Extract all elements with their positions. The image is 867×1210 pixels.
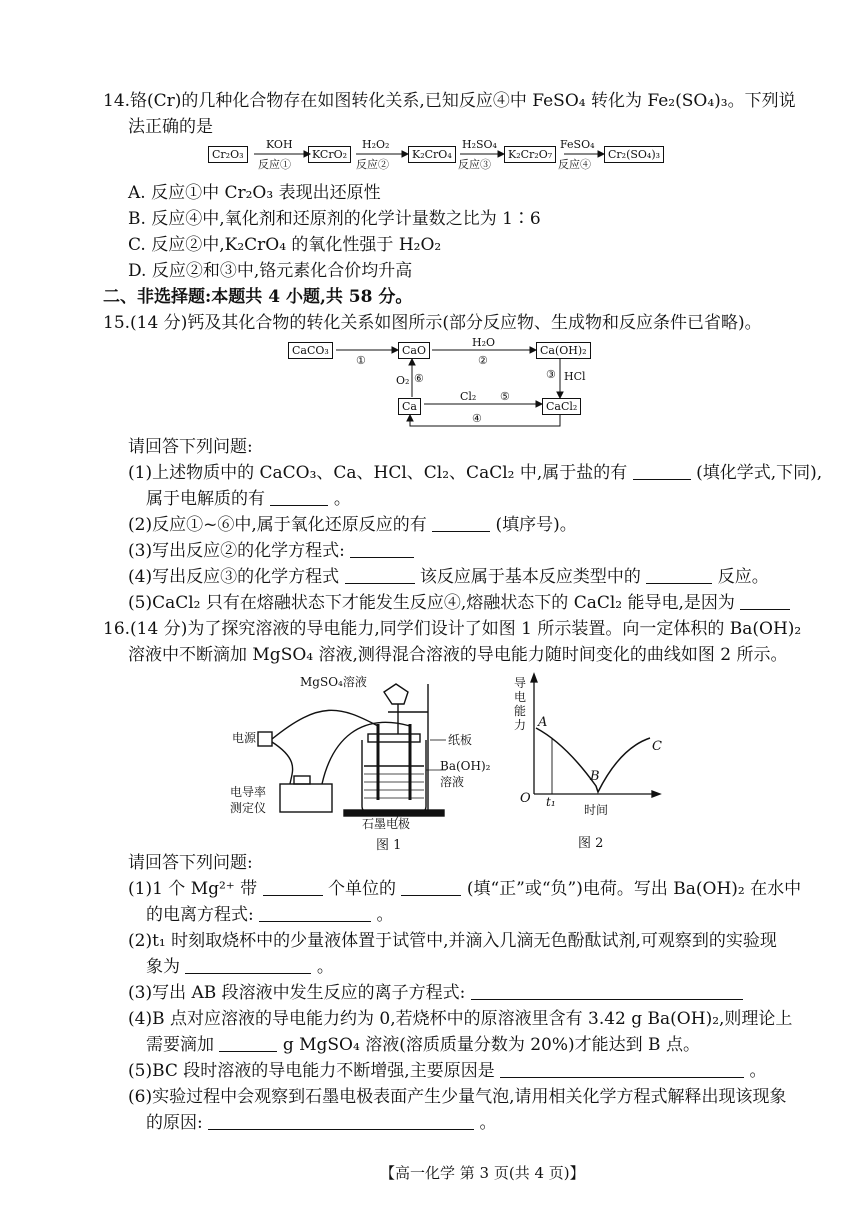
q16-q5: [128, 1060, 767, 1082]
q16-q2-line1: (2)t₁ 时刻取烧杯中的少量液体置于试管中,并滴入几滴无色酚酞试剂,可观察到的实验现: [128, 931, 777, 951]
q16-q1-line2: [146, 904, 394, 926]
scheme-k2cro4: K₂CrO₄: [408, 146, 456, 163]
diagram-label-4: ④: [472, 412, 482, 425]
q15-q2-text-a: (2)反应①~⑥中,属于氧化还原反应的有: [128, 515, 427, 535]
q14-stem-line2: 法正确的是: [128, 117, 213, 137]
q16-q3-text: (3)写出 AB 段溶液中发生反应的离子方程式:: [128, 983, 466, 1003]
diagram-caoh2: Ca(OH)₂: [536, 342, 591, 359]
q16-q6-line2: [146, 1112, 497, 1134]
q15-prompt: 请回答下列问题:: [128, 437, 253, 457]
scheme-reagent-h2o2: H₂O₂: [362, 138, 390, 151]
q16-q4-text-b: 需要滴加: [146, 1035, 214, 1055]
diagram-label-1: ①: [356, 354, 366, 367]
q16-q1-text-c: (填“正”或“负”)电荷。写出 Ba(OH)₂ 在水中: [466, 879, 802, 899]
q15-q1-text-d: 。: [333, 489, 351, 509]
q15-q5-text: (5)CaCl₂ 只有在熔融状态下才能发生反应④,熔融状态下的 CaCl₂ 能导电,是因为: [128, 593, 735, 613]
scheme-reagent-feso4: FeSO₄: [560, 138, 595, 151]
q15-q1-text-a: (1)上述物质中的 CaCO₃、Ca、HCl、Cl₂、CaCl₂ 中,属于盐的有: [128, 463, 628, 483]
fig1-caption: 图 1: [376, 838, 402, 853]
q16-q3: [128, 982, 743, 1004]
q16-q4-line1: (4)B 点对应溶液的导电能力约为 0,若烧杯中的原溶液里含有 3.42 g Ba(OH)₂,则理论上: [128, 1009, 793, 1029]
scheme-reagent-h2so4: H₂SO₄: [462, 138, 497, 151]
scheme-cr2o3: Cr₂O₃: [208, 146, 248, 163]
scheme-cr2so43: Cr₂(SO₄)₃: [604, 146, 664, 163]
diagram-label-cl2: Cl₂: [460, 390, 477, 403]
q15-stem: 15.(14 分)钙及其化合物的转化关系如图所示(部分反应物、生成物和反应条件已省略)。: [103, 313, 762, 333]
q16-q5-text-a: (5)BC 段时溶液的导电能力不断增强,主要原因是: [128, 1061, 495, 1081]
scheme-reaction-3: 反应③: [458, 158, 491, 171]
q16-q5-answer-blank[interactable]: [500, 1061, 744, 1078]
diagram-label-hcl: HCl: [564, 370, 586, 383]
scheme-reagent-koh: KOH: [266, 138, 293, 151]
q16-stem-line1: 16.(14 分)为了探究溶液的导电能力,同学们设计了如图 1 所示装置。向一定体积的 Ba(OH)₂: [103, 619, 802, 639]
q16-q1-text-b: 个单位的: [328, 879, 396, 899]
q16-q1-equation-blank[interactable]: [259, 905, 371, 922]
q16-q1-text-d: 的电离方程式:: [146, 905, 254, 925]
fig1-label-baoh2: Ba(OH)₂: [440, 759, 491, 773]
page-footer: 【高一化学 第 3 页(共 4 页)】: [380, 1164, 585, 1182]
scheme-reaction-4: 反应④: [558, 158, 591, 171]
q16-q6-line1: (6)实验过程中会观察到石墨电极表面产生少量气泡,请用相关化学方程式解释出现该现象: [128, 1087, 787, 1107]
section-heading: 二、非选择题:本题共 4 小题,共 58 分。: [103, 287, 413, 307]
fig2-point-c: C: [652, 739, 662, 754]
fig1-label-electrode: 石墨电极: [362, 817, 411, 831]
q16-q6-text-c: 。: [479, 1113, 497, 1133]
fig2-point-b: B: [590, 769, 600, 784]
fig1-label-cardboard: 纸板: [448, 733, 473, 747]
q15-q1-text-b: (填化学式,下同),: [696, 463, 823, 483]
q16-q4-line2: [146, 1034, 700, 1056]
fig2-xlabel: 时间: [584, 803, 609, 817]
scheme-reaction-2: 反应②: [356, 158, 389, 171]
q16-q1-text-a: (1)1 个 Mg²⁺ 带: [128, 879, 258, 899]
scheme-k2cr2o7: K₂Cr₂O₇: [504, 146, 556, 163]
fig2-caption: 图 2: [578, 836, 604, 851]
q16-q6-answer-blank[interactable]: [208, 1113, 474, 1130]
q16-q1-charge-count-blank[interactable]: [263, 879, 323, 896]
fig2-ylabel: 导电能力: [514, 676, 527, 732]
fig1-label-mgso4: MgSO₄溶液: [300, 675, 367, 689]
q15-q1-text-c: 属于电解质的有: [146, 489, 265, 509]
diagram-label-2: ②: [478, 354, 488, 367]
q14-option-a: A. 反应①中 Cr₂O₃ 表现出还原性: [128, 183, 381, 203]
fig2-point-a: A: [538, 715, 548, 730]
q16-q1-sign-blank[interactable]: [401, 879, 461, 896]
diagram-ca: Ca: [398, 398, 421, 415]
q16-q2-answer-blank[interactable]: [185, 957, 311, 974]
q14-stem-line1: 14.铬(Cr)的几种化合物存在如图转化关系,已知反应④中 FeSO₄ 转化为 Fe₂(SO₄)₃。下列说: [103, 91, 796, 111]
diagram-cao: CaO: [398, 342, 430, 359]
diagram-label-3: ③: [546, 368, 556, 381]
fig1-label-power: 电源: [232, 731, 257, 745]
diagram-label-6: ⑥: [414, 372, 424, 385]
q16-q3-answer-blank[interactable]: [471, 983, 743, 1000]
q15-q4-text-a: (4)写出反应③的化学方程式: [128, 567, 340, 587]
q15-q3-text: (3)写出反应②的化学方程式:: [128, 541, 345, 561]
q14-option-b: B. 反应④中,氧化剂和还原剂的化学计量数之比为 1∶6: [128, 209, 541, 229]
q16-q4-text-c: g MgSO₄ 溶液(溶质质量分数为 20%)才能达到 B 点。: [282, 1035, 700, 1055]
q16-q2-text-c: 。: [316, 957, 334, 977]
q14-option-d: D. 反应②和③中,铬元素化合价均升高: [128, 261, 413, 281]
diagram-label-5: ⑤: [500, 390, 510, 403]
fig1-label-meter-1: 电导率: [230, 785, 267, 799]
q15-q2-text-b: (填序号)。: [495, 515, 577, 535]
q16-q4-answer-blank[interactable]: [219, 1035, 277, 1052]
q15-q4-text-c: 反应。: [717, 567, 769, 587]
fig1-label-solution: 溶液: [440, 775, 465, 789]
fig2-origin: O: [520, 791, 531, 806]
q16-q6-text-b: 的原因:: [146, 1113, 203, 1133]
diagram-caco3: CaCO₃: [288, 342, 333, 359]
q16-stem-line2: 溶液中不断滴加 MgSO₄ 溶液,测得混合溶液的导电能力随时间变化的曲线如图 2 所示。: [128, 645, 788, 665]
q16-q2-text-b: 象为: [146, 957, 180, 977]
q16-q1-line1: [128, 878, 801, 900]
diagram-label-o2: O₂: [396, 374, 410, 387]
diagram-cacl2: CaCl₂: [542, 398, 581, 415]
q15-q4-text-b: 该反应属于基本反应类型中的: [419, 567, 641, 587]
fig2-t1: t₁: [546, 795, 556, 809]
diagram-label-h2o: H₂O: [472, 336, 496, 349]
q16-q1-text-e: 。: [376, 905, 394, 925]
fig1-label-meter-2: 测定仪: [230, 801, 267, 815]
scheme-kcro2: KCrO₂: [308, 146, 351, 163]
q16-prompt: 请回答下列问题:: [128, 853, 253, 873]
q16-q2-line2: [146, 956, 334, 978]
q14-option-c: C. 反应②中,K₂CrO₄ 的氧化性强于 H₂O₂: [128, 235, 442, 255]
q16-q5-text-b: 。: [749, 1061, 767, 1081]
scheme-reaction-1: 反应①: [258, 158, 291, 171]
